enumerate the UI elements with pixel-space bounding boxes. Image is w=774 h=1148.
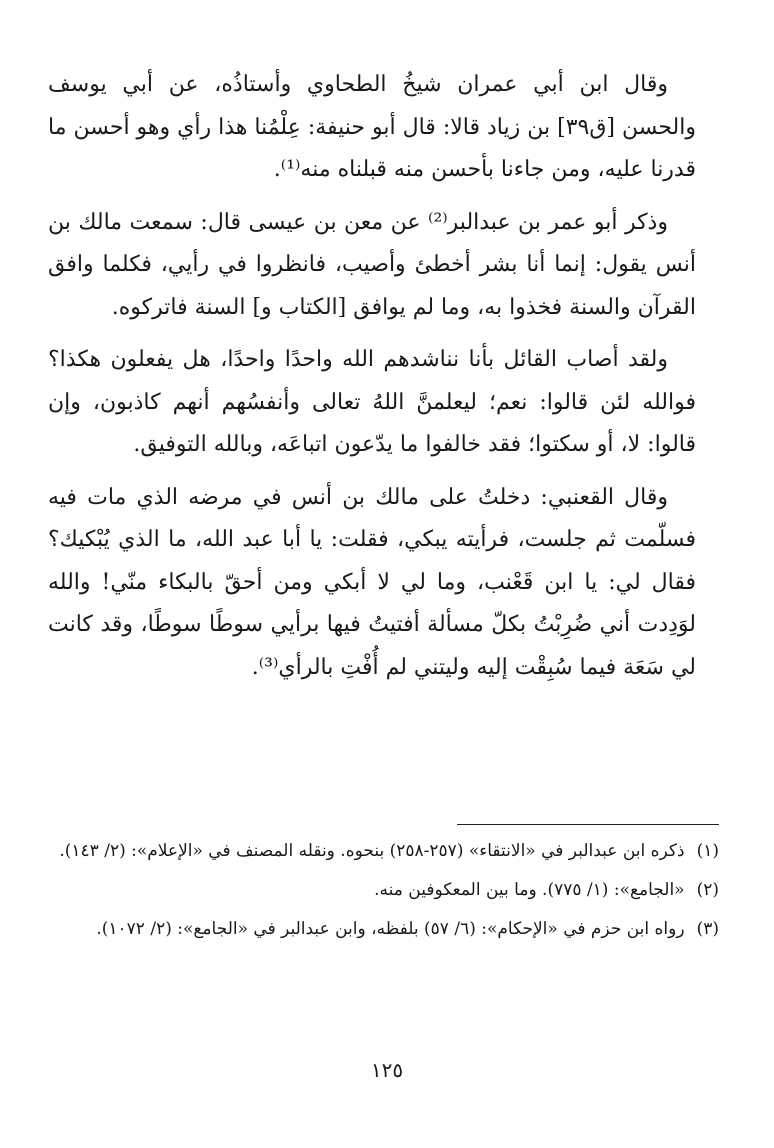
footnote-text: «الجامع»: (١/ ٧٧٥). وما بين المعكوفين منه. [374, 880, 685, 900]
paragraph: وقال القعنبي: دخلتُ على مالك بن أنس في مرضه الذي مات فيه فسلّمت ثم جلست، فرأيته يبكي، فقلت: يا أبا عبد الله، ما الذي يُبْكيك؟ فقال لي: يا ابن قَعْنب، وما لي لا أبكي ومن أحقّ بالبكاء منّي! والله لوَدِدت أني ضُرِبْتُ بكلّ مسألة أفتيتُ فيها برأيي سوطًا سوطًا، وقد كانت لي سَعَة فيما سُبِقْت إليه وليتني لم أُفْتِ بالرأي⁽³⁾. [48, 484, 696, 680]
footnotes [48, 836, 719, 953]
footnote [48, 836, 719, 867]
main-text [48, 64, 696, 689]
footnote-text: رواه ابن حزم في «الإحكام»: (٦/ ٥٧) بلفظه، وابن عبدالبر في «الجامع»: (٢/ ١٠٧٢). [96, 919, 685, 939]
footnote [48, 875, 719, 906]
footnote-separator [457, 824, 719, 825]
footnote-number: (٢) [696, 880, 719, 900]
paragraph: وذكر أبو عمر بن عبدالبر⁽²⁾ عن معن بن عيسى قال: سمعت مالك بن أنس يقول: إنما أنا بشر أخطئ وأصيب، فانظروا في رأيي، فكلما وافق القرآن والسنة فخذوا به، وما لم يوافق [الكتاب و] السنة فاتركوه. [48, 209, 696, 320]
footnote [48, 914, 719, 945]
paragraph: ولقد أصاب القائل بأنا نناشدهم الله واحدًا واحدًا، هل يفعلون هكذا؟ فوالله لئن قالوا: نعم؛ ليعلمنَّ اللهُ تعالى وأنفسُهم أنهم كاذبون، وإن قالوا: لا، أو سكتوا؛ فقد خالفوا ما يدّعون اتباعَه، وبالله التوفيق. [48, 347, 696, 457]
footnote-text: ذكره ابن عبدالبر في «الانتقاء» (٢٥٧-٢٥٨) بنحوه. ونقله المصنف في «الإعلام»: (٢/ ١٤٣). [59, 841, 685, 861]
footnote-number: (١) [696, 841, 719, 861]
footnote-number: (٣) [696, 919, 719, 939]
paragraph: وقال ابن أبي عمران شيخُ الطحاوي وأستاذُه، عن أبي يوسف والحسن [ق٣٩] بن زياد قالا: قال أبو حنيفة: عِلْمُنا هذا رأي وهو أحسن ما قدرنا عليه، ومن جاءنا بأحسن منه قبلناه منه⁽¹⁾. [48, 72, 696, 182]
page-number: ١٢٥ [370, 1058, 404, 1082]
